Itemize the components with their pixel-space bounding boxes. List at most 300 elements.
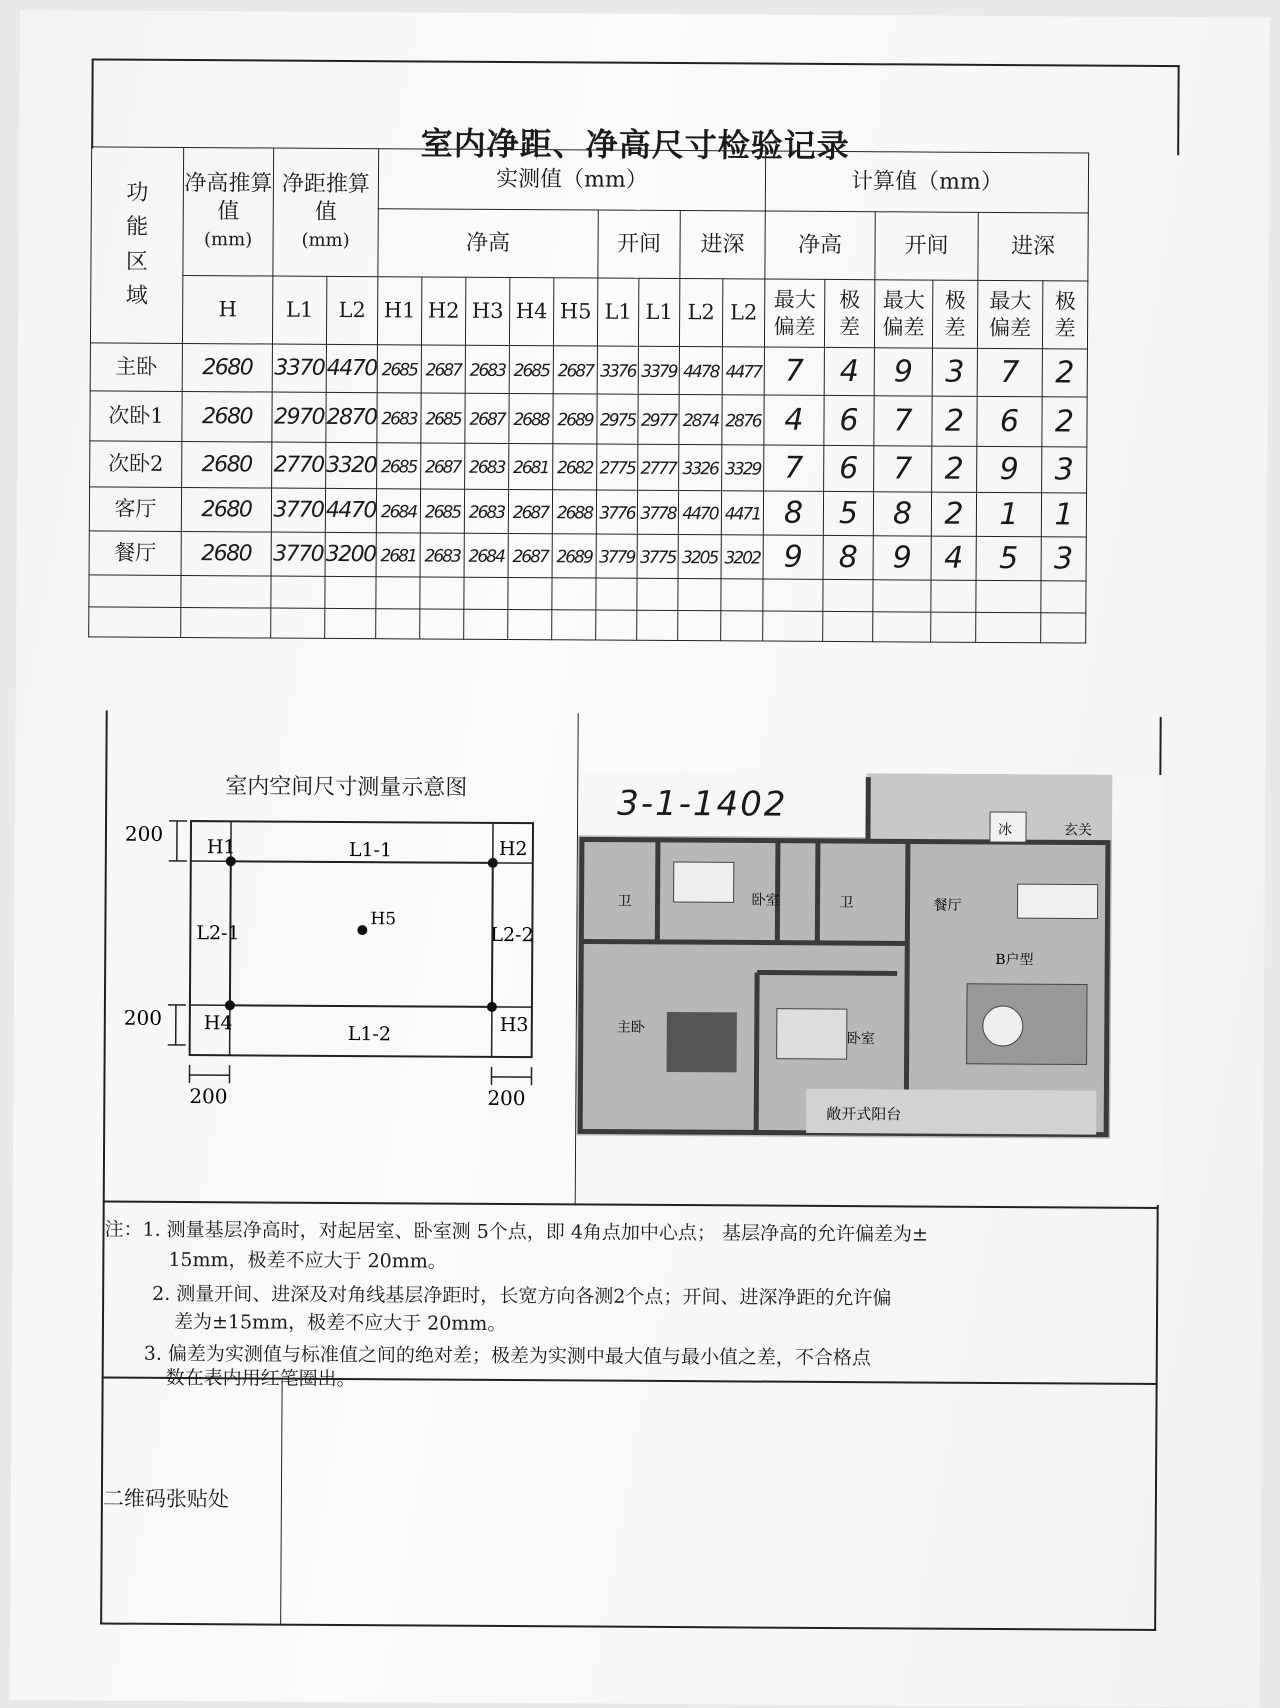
calc-cell-text: 7 xyxy=(893,403,912,438)
empty-cell xyxy=(1041,581,1086,613)
calc-cell xyxy=(764,395,824,445)
empty-cell xyxy=(552,578,596,610)
header-computed: 计算值（mm） xyxy=(765,151,1088,213)
room-label: 卫 xyxy=(840,895,854,911)
value-cell xyxy=(326,442,377,488)
value-cell xyxy=(679,445,722,491)
col-code: H5 xyxy=(553,278,597,346)
calc-cell-text: 9 xyxy=(784,539,803,574)
value-cell xyxy=(722,445,764,491)
area-cell xyxy=(90,391,182,442)
value-cell-text: 2689 xyxy=(557,411,592,431)
value-cell xyxy=(271,488,325,532)
calc-cell-text: 3 xyxy=(1055,452,1074,487)
value-cell-text: 2687 xyxy=(425,458,460,478)
value-cell xyxy=(325,532,376,576)
offset-line-top xyxy=(191,861,533,863)
calc-cell xyxy=(932,396,977,446)
calc-cell xyxy=(824,395,874,445)
col-code: H1 xyxy=(377,277,421,345)
value-cell xyxy=(421,345,465,393)
empty-cell xyxy=(873,612,931,642)
col-range: 极差 xyxy=(824,279,874,347)
empty-cell xyxy=(596,610,637,640)
empty-cell xyxy=(181,575,271,608)
room-label: 餐厅 xyxy=(933,897,961,914)
plan-bed xyxy=(667,1012,737,1072)
point-h4 xyxy=(225,1000,235,1010)
label-l1-2: L1-2 xyxy=(348,1023,391,1045)
value-cell-text: 3326 xyxy=(683,459,718,479)
calc-cell xyxy=(764,347,824,395)
value-cell-text: 2685 xyxy=(382,361,417,381)
value-cell-text: 2684 xyxy=(468,547,503,567)
value-cell xyxy=(420,489,464,533)
calc-cell xyxy=(977,348,1042,396)
unit-code: 3-1-1402 xyxy=(617,784,788,825)
table-row xyxy=(90,343,1087,397)
value-cell-text: 2683 xyxy=(470,361,505,381)
calc-cell-text: 4 xyxy=(840,354,859,389)
value-cell-text: 2685 xyxy=(425,410,460,430)
room-label: 卧室 xyxy=(847,1030,875,1047)
header-calc-depth: 进深 xyxy=(978,212,1088,281)
value-cell xyxy=(421,443,465,489)
value-cell-text: 2975 xyxy=(600,411,635,431)
value-cell-text: 2770 xyxy=(274,452,324,477)
note-3-cont: 数在表内用红笔圈出。 xyxy=(166,1363,356,1391)
col-code: H4 xyxy=(509,277,553,345)
value-cell xyxy=(552,490,596,534)
value-cell-text: 3320 xyxy=(326,453,376,478)
calc-cell-text: 3 xyxy=(1054,541,1073,576)
value-cell-text: 2685 xyxy=(381,458,416,478)
value-cell-text: 4470 xyxy=(327,356,377,381)
plan-dining-table xyxy=(1017,884,1097,918)
value-cell xyxy=(326,344,377,392)
empty-cell xyxy=(637,610,678,640)
empty-cell xyxy=(508,609,552,639)
area-cell xyxy=(90,343,182,392)
calc-cell xyxy=(931,492,976,536)
calc-cell-text: 7 xyxy=(1000,355,1019,390)
header-l-est: 净距推算值 (mm) xyxy=(273,148,379,277)
value-cell xyxy=(272,442,326,488)
value-cell-text: 2874 xyxy=(683,411,718,431)
value-cell-text: 2683 xyxy=(469,458,504,478)
value-cell-text: 2680 xyxy=(202,452,252,477)
value-cell xyxy=(597,444,638,490)
value-cell xyxy=(376,489,420,533)
calc-cell-text: 5 xyxy=(839,496,858,531)
value-cell-text: 4477 xyxy=(726,363,761,383)
room-label: 卧室 xyxy=(752,891,780,908)
empty-cell xyxy=(637,578,678,610)
value-cell xyxy=(721,491,763,535)
value-cell-text: 3776 xyxy=(599,504,634,524)
page-title: 室内净距、净高尺寸检验记录 xyxy=(91,116,1179,169)
area-cell-text: 客厅 xyxy=(114,497,156,521)
value-cell xyxy=(181,531,271,576)
value-cell-text: 3770 xyxy=(273,541,323,566)
room-label: 玄关 xyxy=(1064,822,1092,838)
value-cell xyxy=(553,444,597,490)
value-cell xyxy=(465,345,509,393)
header-depth: 进深 xyxy=(680,211,765,280)
empty-cell xyxy=(325,608,376,638)
value-cell xyxy=(272,392,326,442)
value-cell-text: 3200 xyxy=(326,542,376,567)
value-cell xyxy=(182,343,272,392)
paper-sheet xyxy=(10,10,1270,1708)
value-cell-text: 2680 xyxy=(202,355,252,380)
col-range: 极差 xyxy=(932,280,977,348)
value-cell xyxy=(509,443,553,489)
calc-cell xyxy=(874,396,932,446)
diagram-title: 室内空间尺寸测量示意图 xyxy=(225,769,467,801)
value-cell-text: 4470 xyxy=(682,504,717,524)
empty-cell xyxy=(931,612,976,642)
value-cell xyxy=(553,346,597,394)
empty-cell xyxy=(873,580,931,612)
col-code: H xyxy=(182,275,272,344)
area-cell-text: 主卧 xyxy=(115,355,157,379)
dim-label: 200 xyxy=(487,1086,525,1110)
calc-cell xyxy=(824,445,874,491)
value-cell xyxy=(325,488,376,532)
value-cell xyxy=(377,393,421,443)
calc-cell xyxy=(763,491,823,535)
empty-cell xyxy=(89,575,181,608)
value-cell-text: 2687 xyxy=(513,503,548,523)
empty-cell xyxy=(976,612,1041,642)
calc-cell xyxy=(931,536,976,580)
empty-cell xyxy=(271,608,325,638)
calc-cell-text: 2 xyxy=(944,496,963,531)
calc-cell xyxy=(977,396,1042,446)
value-cell-text: 3205 xyxy=(682,548,717,568)
area-cell-text: 次卧1 xyxy=(108,404,164,428)
calc-cell xyxy=(1042,447,1087,493)
value-cell xyxy=(181,487,271,532)
room-label: 卫 xyxy=(618,894,632,910)
value-cell xyxy=(678,491,721,535)
calc-cell-text: 7 xyxy=(893,451,912,486)
empty-cell xyxy=(678,579,721,611)
calc-cell xyxy=(873,536,931,580)
value-cell-text: 2680 xyxy=(201,541,251,566)
value-cell-text: 2687 xyxy=(558,362,593,382)
calc-cell xyxy=(977,446,1042,492)
value-cell xyxy=(597,346,638,394)
value-cell-text: 2684 xyxy=(381,503,416,523)
value-cell-text: 2687 xyxy=(426,361,461,381)
note-1: 注：1. 测量基层净高时，对起居室、卧室测 5个点，即 4角点加中心点； 基层净高的允许偏差为± xyxy=(104,1215,928,1247)
value-cell-text: 2689 xyxy=(556,548,591,568)
value-cell-text: 2687 xyxy=(512,547,547,567)
value-cell xyxy=(508,533,552,577)
calc-cell-text: 3 xyxy=(945,354,964,389)
note-3: 3. 偏差为实测值与标准值之间的绝对差；极差为实测中最大值与最小值之差，不合格点 xyxy=(144,1339,871,1370)
point-h3 xyxy=(487,1002,497,1012)
room-label: B户型 xyxy=(995,951,1033,968)
value-cell xyxy=(509,345,553,393)
col-max-dev: 最大偏差 xyxy=(874,280,932,348)
calc-cell-text: 4 xyxy=(944,540,963,575)
value-cell xyxy=(465,443,509,489)
col-range: 极差 xyxy=(1042,281,1087,349)
value-cell-text: 2977 xyxy=(641,411,676,431)
col-code: L1 xyxy=(597,278,638,346)
value-cell-text: 3379 xyxy=(641,362,676,382)
table-row xyxy=(89,487,1086,537)
col-max-dev: 最大偏差 xyxy=(977,280,1042,348)
value-cell xyxy=(464,533,508,577)
empty-cell xyxy=(376,609,420,639)
header-h-est: 净高推算值 (mm) xyxy=(183,148,274,277)
header-measured: 实测值（mm） xyxy=(378,149,765,211)
value-cell-text: 2681 xyxy=(380,547,415,567)
header-area: 功能区域 xyxy=(90,147,183,344)
value-cell xyxy=(420,533,464,577)
value-cell xyxy=(182,391,272,442)
area-cell xyxy=(90,441,182,488)
col-code: L2 xyxy=(722,279,764,347)
value-cell-text: 2777 xyxy=(641,459,676,479)
calc-cell-text: 2 xyxy=(945,403,964,438)
table-row xyxy=(90,391,1087,447)
calc-cell xyxy=(932,348,977,396)
empty-cell xyxy=(721,579,763,611)
value-cell-text: 2680 xyxy=(202,404,252,429)
header-bay: 开间 xyxy=(598,210,680,278)
value-cell xyxy=(465,393,509,443)
label-l1-1: L1-1 xyxy=(349,839,392,861)
value-cell xyxy=(722,347,764,395)
calc-cell-text: 7 xyxy=(785,353,804,388)
empty-cell xyxy=(931,580,976,612)
calc-cell-text: 6 xyxy=(1000,404,1019,439)
label-h5: H5 xyxy=(370,909,396,929)
calc-cell-text: 8 xyxy=(784,495,803,530)
value-cell-text: 3770 xyxy=(273,497,323,522)
calc-cell xyxy=(1041,493,1086,537)
value-cell xyxy=(376,533,420,577)
room-label: 冰 xyxy=(998,822,1012,838)
value-cell xyxy=(377,345,421,393)
note-2: 2. 测量开间、进深及对角线基层净距时，长宽方向各测2个点；开间、进深净距的允许偏 xyxy=(152,1279,891,1311)
calc-cell-text: 2 xyxy=(1055,355,1074,390)
value-cell-text: 3779 xyxy=(599,548,634,568)
offset-line-bottom xyxy=(190,1005,532,1007)
value-cell xyxy=(272,344,326,392)
calc-cell-text: 7 xyxy=(784,450,803,485)
value-cell-text: 2970 xyxy=(274,404,324,429)
empty-cell xyxy=(1041,613,1086,643)
value-cell-text: 3329 xyxy=(725,460,760,480)
value-cell-text: 4471 xyxy=(725,505,760,525)
value-cell xyxy=(464,489,508,533)
empty-cell xyxy=(976,580,1041,612)
value-cell xyxy=(637,490,678,534)
value-cell xyxy=(326,392,377,442)
empty-cell xyxy=(763,579,823,611)
value-cell-text: 2682 xyxy=(557,459,592,479)
col-code: H3 xyxy=(465,277,509,345)
value-cell xyxy=(271,532,325,576)
calc-cell-text: 6 xyxy=(839,451,858,486)
label-h3: H3 xyxy=(500,1014,529,1036)
value-cell xyxy=(509,393,553,443)
empty-cell xyxy=(464,609,508,639)
value-cell xyxy=(596,490,637,534)
value-cell-text: 3775 xyxy=(640,548,675,568)
notes-section xyxy=(102,1203,1159,1385)
value-cell-text: 2876 xyxy=(725,412,760,432)
value-cell xyxy=(638,394,679,444)
value-cell-text: 2683 xyxy=(424,547,459,567)
calc-cell-text: 5 xyxy=(999,541,1018,576)
value-cell xyxy=(638,444,679,490)
value-cell xyxy=(679,347,722,395)
value-cell-text: 2680 xyxy=(201,497,251,522)
calc-cell xyxy=(874,446,932,492)
area-cell xyxy=(89,487,181,532)
calc-cell-text: 2 xyxy=(945,451,964,486)
calc-cell-text: 8 xyxy=(839,540,858,575)
calc-cell-text: 4 xyxy=(784,402,803,437)
label-h4: H4 xyxy=(204,1012,233,1034)
calc-cell xyxy=(874,348,932,396)
value-cell-text: 2687 xyxy=(469,410,504,430)
value-cell-text: 3202 xyxy=(724,549,759,569)
value-cell xyxy=(638,346,679,394)
value-cell xyxy=(182,441,272,488)
value-cell xyxy=(596,534,637,578)
empty-row xyxy=(89,607,1086,643)
point-h2 xyxy=(488,858,498,868)
calc-cell xyxy=(1042,397,1087,447)
col-code: L1 xyxy=(272,276,326,344)
plan-bed xyxy=(777,1009,847,1059)
empty-cell xyxy=(678,611,721,641)
empty-cell xyxy=(596,578,637,610)
value-cell xyxy=(678,535,721,579)
col-code: L2 xyxy=(679,279,722,347)
header-calc-net-height: 净高 xyxy=(765,211,875,280)
empty-cell xyxy=(508,577,552,609)
label-l2-2: L2-2 xyxy=(490,924,533,946)
form-frame xyxy=(82,58,1180,1665)
label-h2: H2 xyxy=(499,838,528,860)
value-cell-text: 2683 xyxy=(469,503,504,523)
value-cell-text: 3778 xyxy=(640,504,675,524)
measurement-diagram xyxy=(105,711,578,1206)
calc-cell xyxy=(932,446,977,492)
calc-cell-text: 1 xyxy=(1054,497,1073,532)
value-cell xyxy=(721,535,763,579)
note-2-cont: 差为±15mm，极差不应大于 20mm。 xyxy=(174,1307,507,1336)
room-label: 敞开式阳台 xyxy=(826,1105,901,1123)
plan-bed xyxy=(674,862,734,902)
col-code: L1 xyxy=(638,278,679,346)
calc-cell-text: 8 xyxy=(893,496,912,531)
point-h5 xyxy=(357,925,367,935)
calc-cell-text: 9 xyxy=(1000,452,1019,487)
dim-label: 200 xyxy=(189,1084,227,1108)
value-cell xyxy=(508,489,552,533)
col-max-dev: 最大偏差 xyxy=(764,279,824,347)
value-cell xyxy=(679,395,722,445)
calc-cell-text: 9 xyxy=(894,354,913,389)
value-cell-text: 2870 xyxy=(326,405,376,430)
calc-cell xyxy=(823,491,873,535)
col-code: L2 xyxy=(326,276,377,344)
value-cell-text: 3376 xyxy=(600,362,635,382)
calc-cell xyxy=(763,535,823,579)
dim-label: 200 xyxy=(125,822,163,846)
col-code: H2 xyxy=(421,277,465,345)
plan-table xyxy=(983,1006,1023,1046)
value-cell-text: 2688 xyxy=(513,410,548,430)
floor-plan-image xyxy=(576,771,1165,1205)
note-1-cont: 15mm，极差不应大于 20mm。 xyxy=(168,1245,447,1274)
value-cell-text: 4470 xyxy=(326,498,376,523)
table-row xyxy=(89,531,1086,581)
qr-divider xyxy=(280,1380,283,1626)
header-calc-bay: 开间 xyxy=(875,212,978,281)
calc-cell xyxy=(873,492,931,536)
empty-cell xyxy=(464,577,508,609)
calc-cell xyxy=(1042,349,1087,397)
table-row xyxy=(90,441,1087,493)
diagram-section xyxy=(103,711,1162,1209)
value-cell-text: 2685 xyxy=(514,361,549,381)
empty-cell xyxy=(181,607,271,638)
header-codes-row xyxy=(90,275,1087,349)
value-cell-text: 2681 xyxy=(513,458,548,478)
dim-label: 200 xyxy=(124,1006,162,1030)
empty-cell xyxy=(823,579,873,611)
value-cell-text: 4478 xyxy=(683,362,718,382)
label-l2-1: L2-1 xyxy=(196,922,239,944)
empty-cell xyxy=(823,611,873,641)
empty-cell xyxy=(552,610,596,640)
area-cell-text: 次卧2 xyxy=(108,452,164,476)
calc-cell xyxy=(823,535,873,579)
empty-cell xyxy=(325,576,376,608)
room-label: 主卧 xyxy=(617,1019,646,1036)
value-cell xyxy=(722,395,764,445)
record-table xyxy=(88,146,1089,643)
value-cell xyxy=(377,443,421,489)
value-cell xyxy=(553,394,597,444)
value-cell xyxy=(552,534,596,578)
calc-cell-text: 9 xyxy=(893,540,912,575)
label-h1: H1 xyxy=(207,836,236,858)
calc-cell-text: 2 xyxy=(1055,404,1074,439)
calc-cell xyxy=(764,445,824,491)
empty-cell xyxy=(420,609,464,639)
qr-label: 二维码张贴处 xyxy=(103,1483,229,1514)
empty-cell xyxy=(89,607,181,638)
empty-cell xyxy=(420,577,464,609)
calc-cell xyxy=(824,347,874,395)
calc-cell xyxy=(976,536,1041,580)
qr-section xyxy=(100,1379,1157,1631)
value-cell-text: 2683 xyxy=(381,410,416,430)
calc-cell xyxy=(1041,537,1086,581)
